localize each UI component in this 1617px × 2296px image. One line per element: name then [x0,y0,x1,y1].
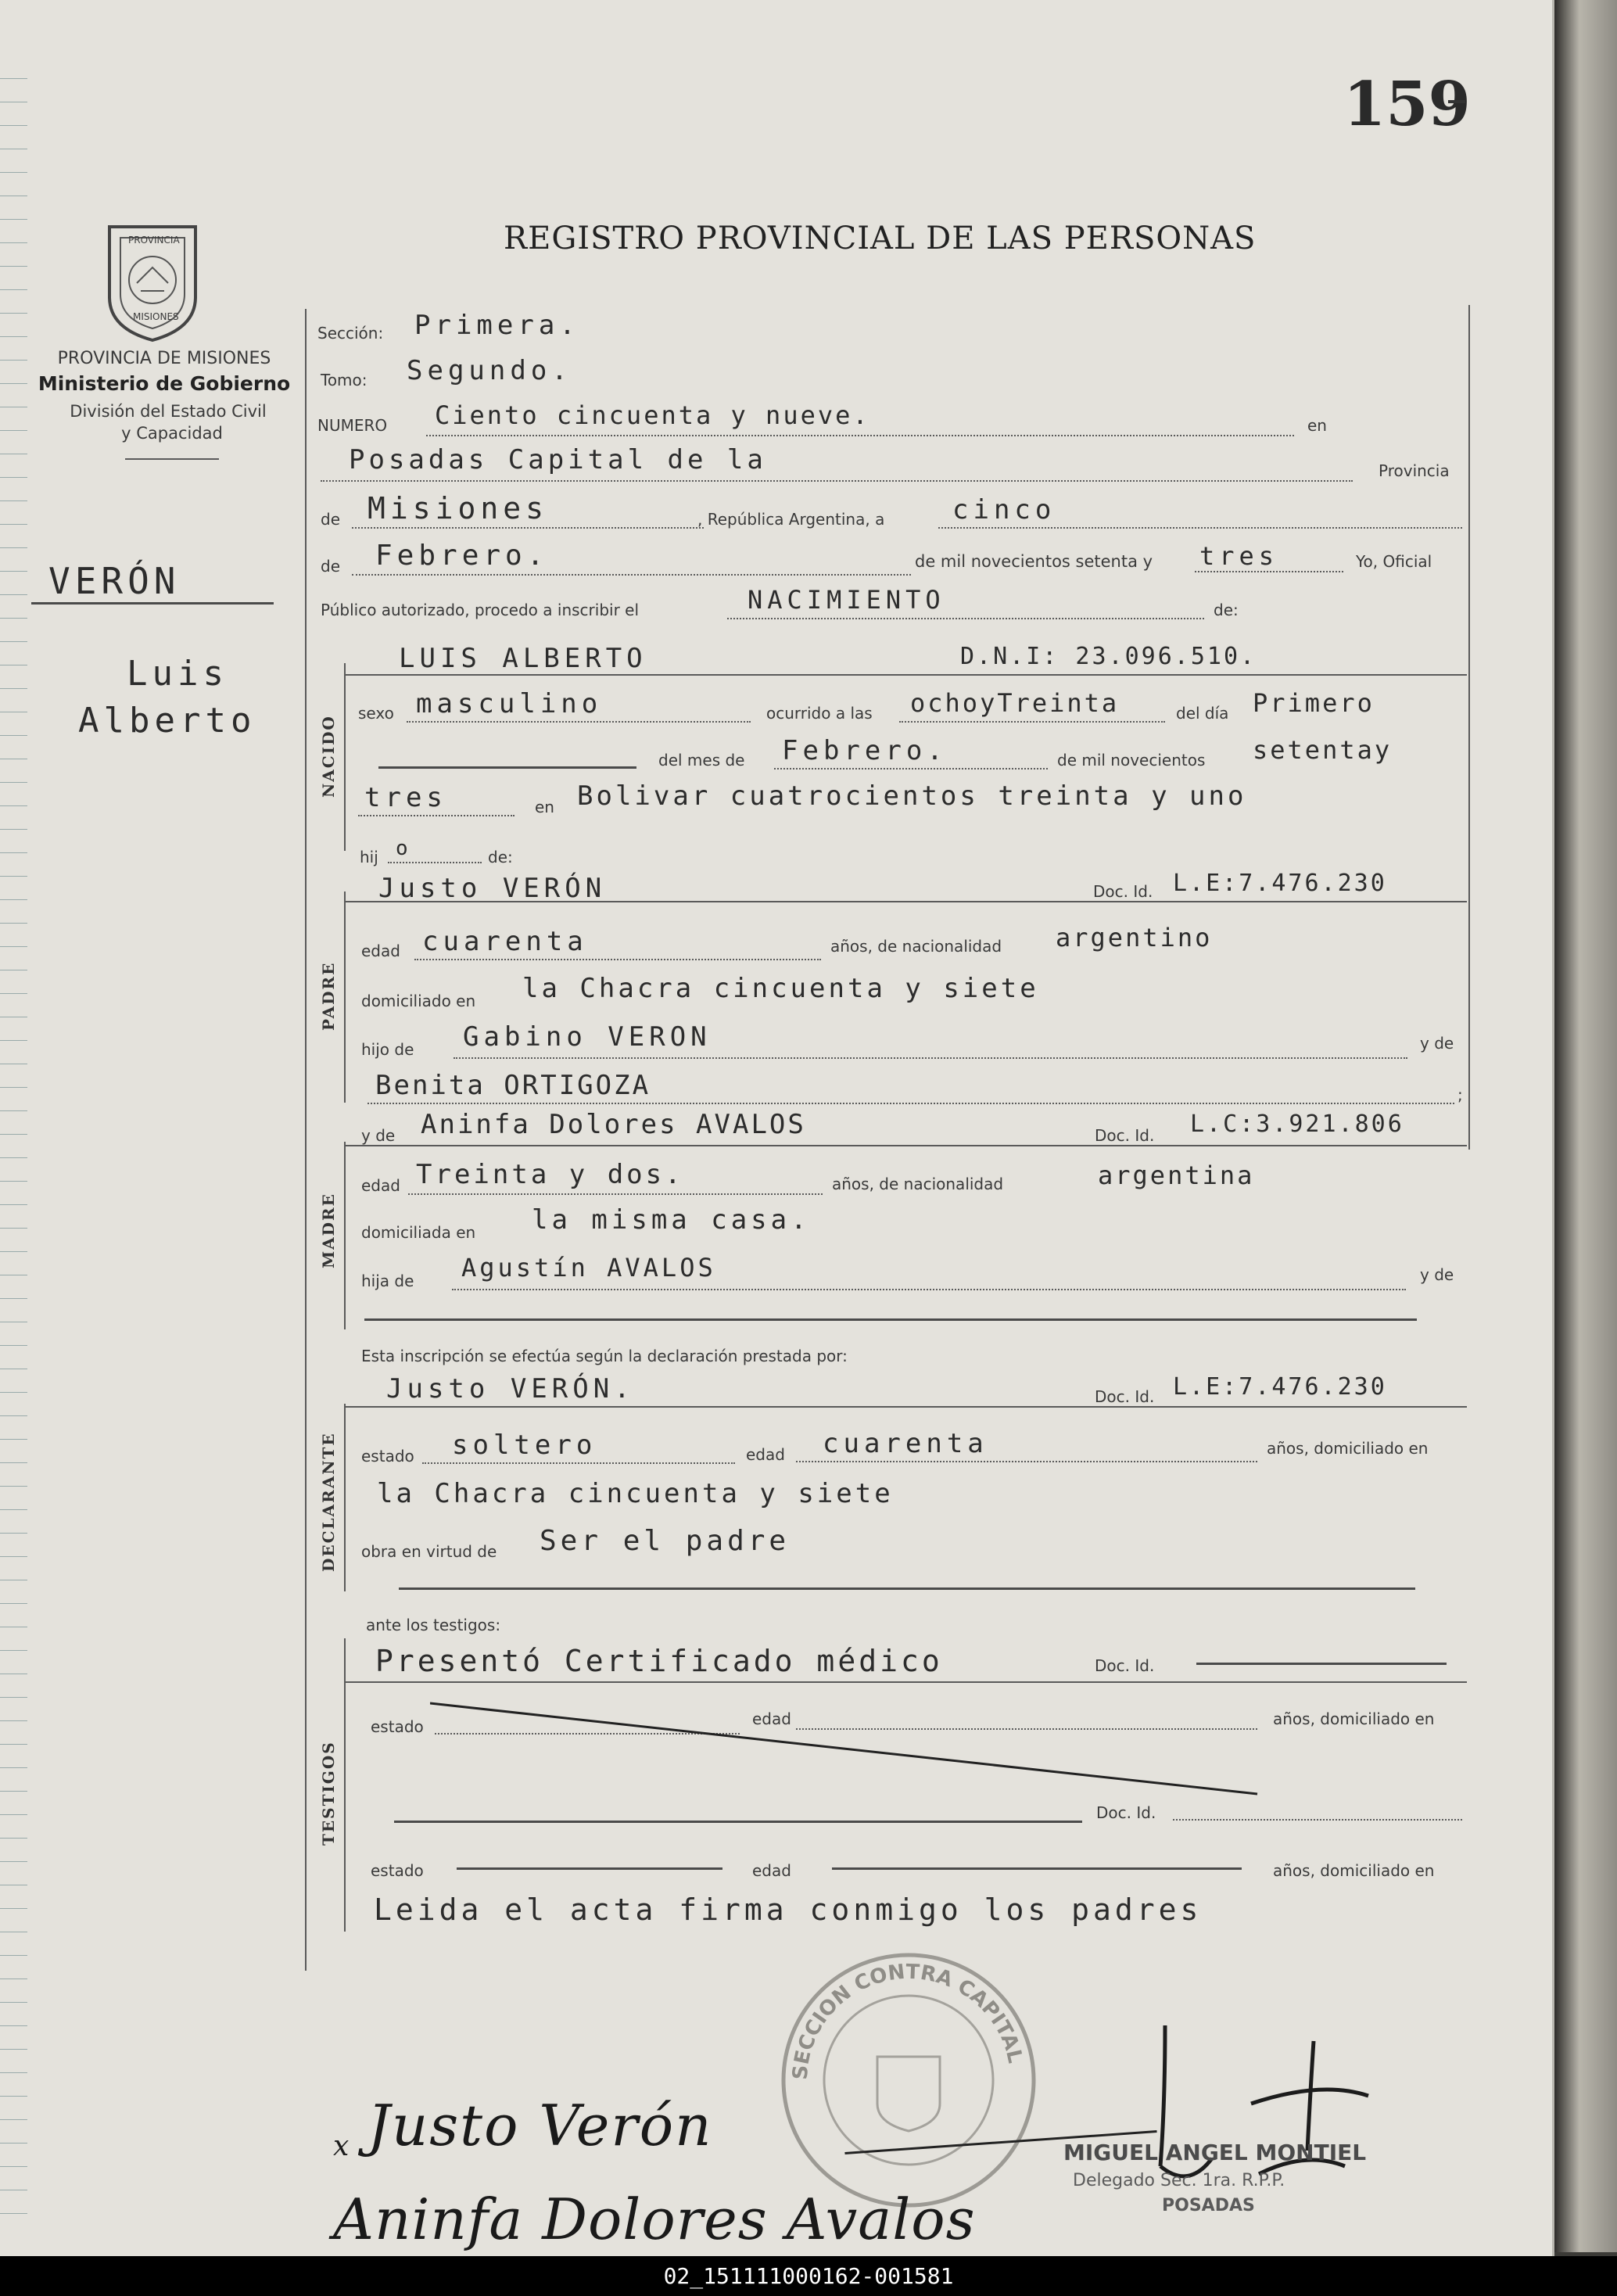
value-provincia: Misiones [368,491,549,526]
margin-ruling-line [0,2143,27,2144]
seal-bottom-text: MISIONES [133,311,179,322]
margin-ruling-line [0,2002,27,2003]
official-stamp-city: POSADAS [1162,2196,1255,2215]
margin-ruling-line [0,923,27,924]
label-de-mil-nov: de mil novecientos [1057,751,1206,770]
nacido-hij-suffix: o [396,837,413,860]
label-padre-nac: años, de nacionalidad [830,937,1002,956]
declarante-estado: soltero [452,1430,597,1461]
label-testigo2-estado: estado [371,1861,424,1880]
label-de-mil-setenta: de mil novecientos setenta y [915,552,1153,571]
margin-ruling-line [0,1838,27,1839]
hij-line [388,862,482,863]
margin-ruling-line [0,172,27,173]
label-padre-y-de: y de [1420,1034,1454,1053]
margin-ruling-line [0,524,27,525]
nacido-lugar: Bolivar cuatrocientos treinta y uno [577,780,1247,812]
nacido-nombre: LUIS ALBERTO [399,643,647,674]
issuer-divider [125,458,219,460]
nacido-dia: Primero [1253,688,1375,718]
margin-ruling-line [0,641,27,642]
margin-ruling-line [0,993,27,994]
side-label-testigos: TESTIGOS [319,1741,338,1846]
nacido-anio-line [358,815,514,816]
margin-ruling-line [0,1134,27,1135]
label-testigo2-doc: Doc. Id. [1096,1803,1156,1822]
padre-nombre: Justo VERÓN [378,873,607,904]
lugar-line [321,480,1353,482]
value-numero: Ciento cincuenta y nueve. [435,400,870,430]
declarante-nombre: Justo VERÓN. [386,1373,635,1405]
margin-ruling-line [0,2166,27,2167]
testigo2-estado-blank [457,1867,722,1870]
margin-ruling-line [0,1228,27,1229]
label-hijo-de: hijo de [361,1040,414,1059]
label-testigo1-doc: Doc. Id. [1095,1656,1155,1675]
circular-stamp-text: SECCION CONTRA CAPITAL [788,1960,1027,2081]
label-testigo1-estado: estado [371,1717,424,1736]
label-tomo: Tomo: [321,371,368,389]
margin-ruling-line [0,2119,27,2120]
margin-ruling-line [0,805,27,806]
margin-surname-underline [31,602,274,604]
label-publico: Público autorizado, procedo a inscribir el [321,601,640,619]
nacido-hora: ochoyTreinta [910,688,1120,718]
hija-de-line [452,1289,1406,1290]
issuer-division: División del Estado Civil [70,402,267,421]
label-de-provincia: de [321,510,340,529]
margin-ruling-line [0,1650,27,1651]
margin-ruling-line [0,782,27,783]
margin-ruling-line [0,618,27,619]
label-padre-dom: domiciliado en [361,992,476,1010]
declarante-estado-line [422,1462,735,1464]
nacido-bracket [344,663,346,851]
value-dia: cinco [952,494,1056,526]
value-anio: tres [1199,541,1279,571]
margin-ruling-line [0,1814,27,1815]
madre-hija-de: Agustín AVALOS [461,1253,716,1283]
margin-ruling-line [0,336,27,337]
margin-ruling-line [0,1439,27,1440]
testigos-strike-line [430,1702,1259,1796]
margin-ruling-line [0,829,27,830]
label-testigo2-edad: edad [752,1861,791,1880]
circular-stamp [776,1947,1042,2213]
label-semicolon: ; [1457,1085,1463,1104]
margin-ruling-line [0,1720,27,1721]
margin-ruling-line [0,571,27,572]
margin-ruling-line [0,1157,27,1158]
label-hij-de: de: [488,848,513,866]
label-de-mes: de [321,557,340,576]
margin-ruling-line [0,1087,27,1088]
label-declarante-estado: estado [361,1447,414,1465]
side-label-nacido: NACIDO [319,715,338,798]
margin-ruling-line [0,2213,27,2214]
nacido-mes: Febrero. [782,735,948,766]
margin-ruling-line [0,266,27,267]
margin-ruling-line [0,1533,27,1534]
declarante-edad: cuarenta [823,1428,988,1459]
label-padre-doc: Doc. Id. [1093,882,1153,901]
acto-line [727,618,1204,619]
margin-ruling-line [0,1204,27,1205]
margin-ruling-line [0,1509,27,1510]
label-en-lugar: en [535,798,554,816]
margin-ruling-line [0,477,27,478]
official-stamp [1032,2140,1368,2249]
label-en: en [1307,416,1327,435]
margin-ruling-line [0,2072,27,2073]
margin-ruling-line [0,1486,27,1487]
padre-doc: L.E:7.476.230 [1173,870,1387,897]
testigo2-edad-blank [832,1867,1242,1870]
label-madre-dom: domiciliada en [361,1223,476,1242]
margin-ruling-line [0,1462,27,1463]
margin-ruling-line [0,1603,27,1604]
nacido-dia-blank [378,766,636,769]
margin-ruling-line [0,547,27,548]
label-padre-edad: edad [361,942,400,960]
madre-nacionalidad: argentina [1098,1161,1255,1190]
margin-ruling-line [0,1345,27,1346]
hijo-de-line [454,1057,1407,1059]
cierre-text: Leida el acta firma conmigo los padres [374,1892,1203,1927]
anio-line [1195,571,1343,572]
margin-ruling-line [0,876,27,877]
signature-x-mark: x [333,2130,350,2162]
value-mes: Febrero. [375,540,549,572]
margin-ruling-line [0,1908,27,1909]
issuer-ministry: Ministerio de Gobierno [38,372,291,395]
margin-ruling-line [0,1392,27,1393]
label-madre-y-de-2: y de [1420,1265,1454,1284]
declarante-edad-line [796,1461,1257,1462]
mes-line [352,574,911,576]
margin-ruling-line [0,852,27,853]
mother-signature: Aninfa Dolores Avalos [333,2187,976,2252]
label-de-colon: de: [1214,601,1239,619]
label-ocurrido: ocurrido a las [766,704,873,723]
madre-edad: Treinta y dos. [416,1159,684,1190]
margin-ruling-line [0,500,27,501]
declarante-domicilio: la Chacra cincuenta y siete [377,1478,894,1509]
testigo2-doc-line [1173,1819,1462,1821]
madre-bracket [344,1142,346,1329]
label-testigo1-edad: edad [752,1709,791,1728]
nacido-mes-line [774,768,1048,770]
padre-hijo-de-1: Gabino VERON [463,1021,712,1053]
margin-ruling-line [0,219,27,220]
label-declarante-edad: edad [746,1445,785,1464]
madre-nombre: Aninfa Dolores AVALOS [421,1109,806,1140]
margin-ruling-line [0,1415,27,1416]
margin-ruling-line [0,1251,27,1252]
official-stamp-role: Delegado Sec. 1ra. R.P.P. [1073,2171,1285,2190]
label-testigo1-anos-dom: años, domiciliado en [1273,1709,1435,1728]
label-sexo: sexo [358,704,394,723]
margin-given-1: Luis [127,654,228,694]
document-title: REGISTRO PROVINCIAL DE LAS PERSONAS [504,221,1257,257]
margin-ruling-line [0,242,27,243]
nacido-anio-1: setentay [1253,735,1393,765]
testigo1-doc-blank [1196,1663,1447,1665]
madre-domicilio: la misma casa. [532,1204,811,1236]
declarante-bracket [344,1404,346,1591]
issuer-province: PROVINCIA DE MISIONES [57,349,271,368]
margin-ruling-line [0,594,27,595]
margin-ruling-line [0,946,27,947]
margin-ruling-line [0,2096,27,2097]
padre-domicilio: la Chacra cincuenta y siete [522,973,1039,1004]
main-left-rule [305,309,307,1971]
seal-top-text: PROVINCIA [128,235,180,246]
margin-ruling-line [0,125,27,126]
label-republica: , República Argentina, a [697,510,885,529]
father-signature: Justo Verón [368,2093,713,2158]
background-fabric [1554,0,1617,2252]
margin-ruling-line [0,1861,27,1862]
madre-blank-line [364,1318,1417,1321]
label-provincia: Provincia [1379,461,1450,480]
padre-hijo-de-2: Benita ORTIGOZA [375,1070,651,1101]
footer-id: 02_151111000162-001581 [0,2256,1617,2296]
padre-top-rule [344,901,1467,902]
margin-ruling-line [0,1791,27,1792]
padre-edad-line [414,959,821,960]
testigos-top-rule [344,1681,1467,1683]
declarante-doc: L.E:7.476.230 [1173,1373,1387,1401]
margin-ruling-line [0,1767,27,1768]
label-declarante-anos-dom: años, domiciliado en [1267,1439,1429,1458]
label-madre-edad: edad [361,1176,400,1195]
side-label-declarante: DECLARANTE [319,1432,338,1572]
madre-doc: L.C:3.921.806 [1190,1110,1404,1138]
margin-given-2: Alberto [78,701,256,741]
label-seccion: Sección: [317,324,384,343]
value-acto: NACIMIENTO [748,585,945,615]
dia-line [938,527,1462,529]
value-lugar: Posadas Capital de la [349,444,767,475]
label-obra: obra en virtud de [361,1542,497,1561]
padre-bracket [344,891,346,1103]
label-yo-oficial: Yo, Oficial [1356,552,1432,571]
label-madre-y-de: y de [361,1126,396,1145]
testigos-nota: Presentó Certificado médico [375,1644,943,1678]
label-numero: NUMERO [317,416,388,435]
nacido-dni: D.N.I: 23.096.510. [960,643,1257,670]
label-testigo2-anos-dom: años, domiciliado en [1273,1861,1435,1880]
margin-ruling-line [0,2025,27,2026]
padre-edad: cuarenta [422,926,588,957]
issuer-capacity: y Capacidad [121,424,223,443]
margin-ruling-line [0,1744,27,1745]
nacido-top-rule [344,674,1467,676]
hijo-de-2-line [368,1103,1454,1104]
official-stamp-name: MIGUEL ANGEL MONTIEL [1063,2140,1367,2165]
page-number: 159 [1343,69,1471,140]
declarante-virtud: Ser el padre [540,1525,791,1557]
hora-line [899,721,1165,723]
value-tomo: Segundo. [407,355,572,386]
label-declarante-doc: Doc. Id. [1095,1387,1155,1406]
label-hija-de: hija de [361,1272,414,1290]
madre-top-rule [344,1145,1467,1146]
margin-ruling-line [0,1040,27,1041]
margin-ruling-line [0,1955,27,1956]
madre-edad-line [408,1193,823,1195]
value-seccion: Primera. [414,310,580,341]
main-right-rule [1468,305,1470,1150]
sexo-line [407,721,751,723]
side-label-madre: MADRE [319,1193,338,1268]
margin-ruling-line [0,78,27,79]
testigo2-name-blank [394,1821,1082,1823]
label-inscripcion: Esta inscripción se efectúa según la declaración prestada por: [361,1347,848,1365]
margin-ruling-line [0,899,27,900]
label-del-mes: del mes de [658,751,745,770]
margin-ruling-line [0,1697,27,1698]
margin-ruling-line [0,2049,27,2050]
margin-ruling-line [0,1556,27,1557]
margin-surname: VERÓN [48,560,181,602]
margin-ruling-line [0,1110,27,1111]
nacido-anio-2: tres [364,782,447,813]
label-del-dia: del día [1176,704,1229,723]
margin-ruling-line [0,289,27,290]
margin-ruling-line [0,430,27,431]
declarante-top-rule [344,1406,1467,1408]
margin-ruling-line [0,1181,27,1182]
margin-ruling-line [0,313,27,314]
nacido-sexo: masculino [416,688,603,719]
numero-line [426,435,1294,436]
page-number-dash [1448,100,1465,103]
declarante-blank-line [399,1587,1415,1590]
side-label-padre: PADRE [319,961,338,1031]
margin-ruling-line [0,1298,27,1299]
padre-nacionalidad: argentino [1056,923,1213,952]
provincia-line [352,527,704,529]
label-hij: hij [360,848,378,866]
label-madre-nac: años, de nacionalidad [832,1175,1004,1193]
province-seal [94,211,211,344]
margin-ruling-line [0,688,27,689]
label-madre-doc: Doc. Id. [1095,1126,1155,1145]
margin-ruling-line [0,735,27,736]
label-ante-testigos: ante los testigos: [366,1616,501,1634]
